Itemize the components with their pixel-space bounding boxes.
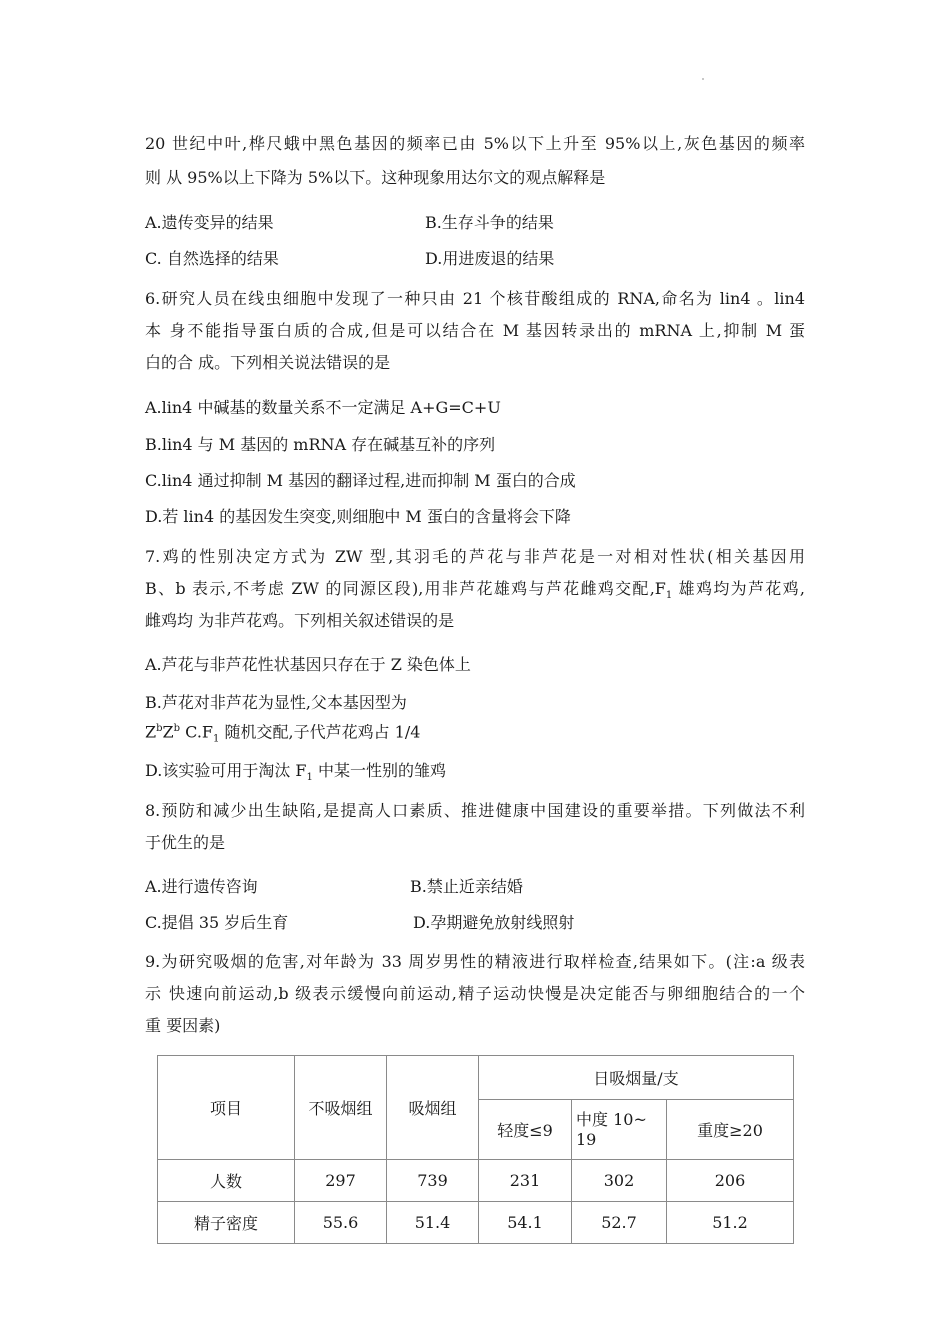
q7-f1-subscript: 1 bbox=[665, 590, 673, 602]
table-cell: 739 bbox=[387, 1160, 479, 1202]
table-cell: 54.1 bbox=[479, 1202, 572, 1244]
q7-stem-line1: 7.鸡的性别决定方式为 ZW 型,其羽毛的芦花与非芦花是一对相对性状(相关基因用 bbox=[145, 547, 805, 566]
q7-f1-letter: F bbox=[654, 579, 666, 598]
q6-stem-line3: 白的合 成。下列相关说法错误的是 bbox=[145, 353, 391, 372]
q7-option-b-genotype bbox=[145, 718, 420, 751]
table-cell: 206 bbox=[667, 1160, 794, 1202]
header-nonsmoker: 不吸烟组 bbox=[295, 1056, 387, 1160]
q5-stem-line2: 则 从 95%以上下降为 5%以下。这种现象用达尔文的观点解释是 bbox=[145, 168, 606, 187]
q5-stem-line1: 20 世纪中叶,桦尺蛾中黑色基因的频率已由 5%以下上升至 95%以上,灰色基因的频率 bbox=[145, 134, 805, 153]
q8-option-a: A.进行遗传咨询 bbox=[145, 877, 258, 896]
q5-option-b: B.生存斗争的结果 bbox=[425, 213, 554, 232]
genotype-z2: Z bbox=[162, 722, 174, 742]
table-cell: 55.6 bbox=[295, 1202, 387, 1244]
q6-option-c: C.lin4 通过抑制 M 基因的翻译过程,进而抑制 M 蛋白的合成 bbox=[145, 471, 576, 490]
q8-option-d: D.孕期避免放射线照射 bbox=[413, 913, 575, 932]
table-cell: 231 bbox=[479, 1160, 572, 1202]
q7-option-b: B.芦花对非芦花为显性,父本基因型为 bbox=[145, 693, 407, 712]
q9-stem-line1: 9.为研究吸烟的危害,对年龄为 33 周岁男性的精液进行取样检查,结果如下。(注:a 级表 bbox=[145, 952, 805, 971]
table-cell: 51.2 bbox=[667, 1202, 794, 1244]
q8-stem-line2: 于优生的是 bbox=[145, 833, 226, 852]
q9-stem-line3: 重 要因素) bbox=[145, 1016, 221, 1035]
q7-option-c-rest: 随机交配,子代芦花鸡占 1/4 bbox=[219, 722, 421, 742]
q6-option-d: D.若 lin4 的基因发生突变,则细胞中 M 蛋白的含量将会下降 bbox=[145, 507, 571, 526]
genotype-allele2: b bbox=[173, 723, 181, 734]
q7-stem-line2 bbox=[145, 578, 805, 607]
header-moderate-line2: 19 bbox=[576, 1129, 597, 1149]
header-item: 项目 bbox=[158, 1056, 295, 1160]
q7-option-d bbox=[145, 760, 446, 789]
q8-option-b: B.禁止近亲结婚 bbox=[410, 877, 523, 896]
q7-option-a: A.芦花与非芦花性状基因只存在于 Z 染色体上 bbox=[145, 655, 471, 674]
q7-option-c-subscript: 1 bbox=[213, 733, 220, 745]
q5-option-a: A.遗传变异的结果 bbox=[145, 213, 274, 232]
header-daily-amount: 日吸烟量/支 bbox=[479, 1056, 794, 1100]
table-cell: 51.4 bbox=[387, 1202, 479, 1244]
q6-stem-line2: 本 身不能指导蛋白质的合成,但是可以结合在 M 基因转录出的 mRNA 上,抑制 M 蛋 bbox=[145, 321, 805, 340]
q7-option-d-end: 中某一性别的雏鸡 bbox=[312, 761, 447, 780]
q7-stem-line3: 雌鸡均 为非芦花鸡。下列相关叙述错误的是 bbox=[145, 611, 455, 630]
header-heavy: 重度≥20 bbox=[667, 1100, 794, 1160]
q7-stem-line2-text: B、b 表示,不考虑 ZW 的同源区段),用非芦花雄鸡与芦花雌鸡交配, bbox=[145, 579, 655, 598]
q5-option-d: D.用进废退的结果 bbox=[425, 249, 555, 268]
smoking-data-table bbox=[157, 1055, 794, 1244]
genotype-z1: Z bbox=[145, 722, 157, 742]
table-cell: 297 bbox=[295, 1160, 387, 1202]
table-cell: 302 bbox=[572, 1160, 667, 1202]
q7-option-c-start: C.F bbox=[180, 722, 214, 742]
header-moderate-line1: 中度 10~ bbox=[576, 1109, 647, 1129]
q8-option-c: C.提倡 35 岁后生育 bbox=[145, 913, 289, 932]
row-label: 精子密度 bbox=[158, 1202, 295, 1244]
header-moderate bbox=[572, 1100, 667, 1160]
q6-option-b: B.lin4 与 M 基因的 mRNA 存在碱基互补的序列 bbox=[145, 435, 496, 454]
table-row bbox=[158, 1202, 794, 1244]
q9-stem-line2: 示 快速向前运动,b 级表示缓慢向前运动,精子运动快慢是决定能否与卵细胞结合的一个 bbox=[145, 984, 805, 1003]
header-smoker: 吸烟组 bbox=[387, 1056, 479, 1160]
table-cell: 52.7 bbox=[572, 1202, 667, 1244]
q6-stem-line1: 6.研究人员在线虫细胞中发现了一种只由 21 个核苷酸组成的 RNA,命名为 lin4 。lin4 bbox=[145, 289, 805, 308]
q7-option-d-text: D.该实验可用于淘汰 F bbox=[145, 761, 307, 780]
genotype-allele1: b bbox=[156, 723, 163, 734]
q6-option-a: A.lin4 中碱基的数量关系不一定满足 A+G=C+U bbox=[145, 398, 501, 417]
table-row bbox=[158, 1160, 794, 1202]
q7-option-d-subscript: 1 bbox=[306, 772, 313, 784]
row-label: 人数 bbox=[158, 1160, 295, 1202]
header-light: 轻度≤9 bbox=[479, 1100, 572, 1160]
scan-dot bbox=[702, 78, 704, 80]
q8-stem-line1: 8.预防和减少出生缺陷,是提高人口素质、推进健康中国建设的重要举措。下列做法不利 bbox=[145, 801, 805, 820]
q7-stem-line2-end: 雄鸡均为芦花鸡, bbox=[672, 579, 805, 598]
q5-option-c: C. 自然选择的结果 bbox=[145, 249, 279, 268]
